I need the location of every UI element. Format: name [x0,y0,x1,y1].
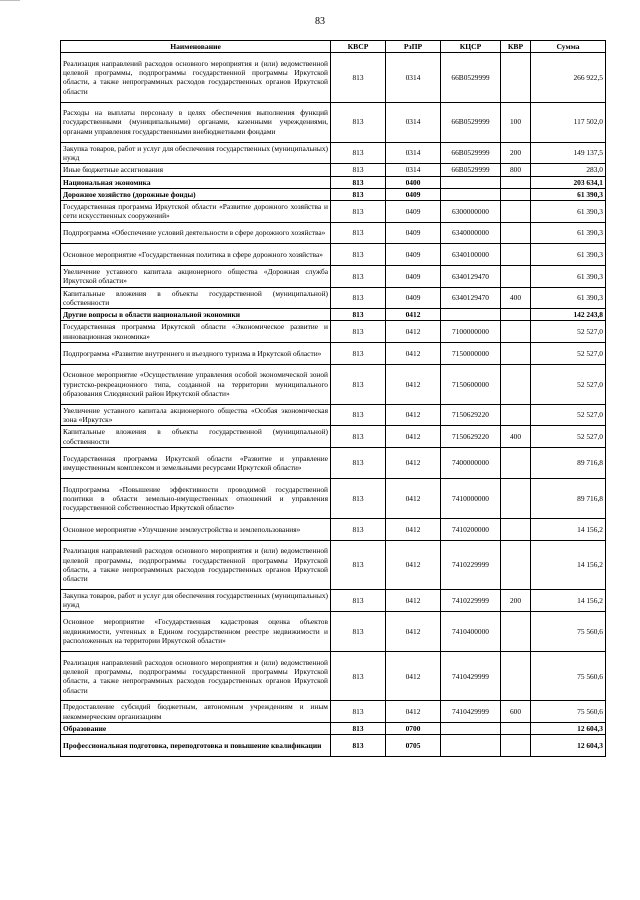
cell-sum: 61 390,3 [531,188,606,200]
cell-kcsr: 7410429999 [441,701,501,723]
column-header-kvr: КВР [501,41,531,53]
cell-kcsr: 7150629220 [441,426,501,448]
table-row [61,404,606,426]
cell-rzpr: 0314 [386,142,441,164]
cell-sum: 14 156,2 [531,590,606,612]
cell-name: Подпрограмма «Повышение эффективности проводимой государственной политики в области земельно-имущественных отношений и управления государственной собственностью Иркутской области» [61,478,331,518]
cell-name: Увеличение уставного капитала акционерного общества «Дорожная служба Иркутской области» [61,265,331,287]
table-row [61,478,606,518]
cell-rzpr: 0409 [386,201,441,223]
cell-kvr [501,651,531,701]
cell-kvsr: 813 [331,53,386,103]
cell-kcsr: 7150000000 [441,343,501,365]
cell-kvsr: 813 [331,309,386,321]
cell-kcsr: 7410229999 [441,590,501,612]
cell-rzpr: 0700 [386,723,441,735]
table-row [61,188,606,200]
cell-rzpr: 0409 [386,222,441,244]
cell-rzpr: 0412 [386,309,441,321]
cell-rzpr: 0412 [386,590,441,612]
cell-kvsr: 813 [331,201,386,223]
cell-name: Государственная программа Иркутской области «Развитие и управление имущественным комплексом и земельными ресурсами Иркутской области» [61,448,331,479]
cell-kvr: 800 [501,164,531,176]
cell-kvr [501,540,531,590]
cell-kcsr: 66В0529999 [441,142,501,164]
cell-kvsr: 813 [331,723,386,735]
table-row [61,102,606,142]
cell-name: Основное мероприятие «Государственная политика в сфере дорожного хозяйства» [61,244,331,266]
table-row [61,590,606,612]
cell-rzpr: 0412 [386,321,441,343]
column-header-name: Наименование [61,41,331,53]
table-row [61,321,606,343]
cell-sum: 75 560,6 [531,611,606,651]
cell-rzpr: 0412 [386,364,441,404]
cell-kcsr: 6340000000 [441,222,501,244]
cell-rzpr: 0412 [386,540,441,590]
cell-name: Расходы на выплаты персоналу в целях обеспечения выполнения функций государственными (муниципальными) органами, казенными учреждениями, органами управления государственными внебюджетными фондами [61,102,331,142]
cell-kcsr: 66В0529999 [441,53,501,103]
cell-rzpr: 0412 [386,651,441,701]
cell-kvsr: 813 [331,287,386,309]
cell-sum: 89 716,8 [531,478,606,518]
cell-rzpr: 0412 [386,448,441,479]
cell-kvr: 600 [501,701,531,723]
cell-name: Основное мероприятие «Государственная кадастровая оценка объектов недвижимости, учтенных в Едином государственном реестре недвижимости и расположенных на территории Иркутской области» [61,611,331,651]
table-row [61,164,606,176]
cell-kcsr: 6340129470 [441,287,501,309]
cell-kvsr: 813 [331,102,386,142]
cell-kvsr: 813 [331,540,386,590]
cell-kvsr: 813 [331,188,386,200]
cell-rzpr: 0314 [386,53,441,103]
table-row [61,309,606,321]
cell-sum: 61 390,3 [531,265,606,287]
cell-name: Подпрограмма «Развитие внутреннего и въездного туризма в Иркутской области» [61,343,331,365]
cell-rzpr: 0412 [386,404,441,426]
cell-kvsr: 813 [331,590,386,612]
cell-kvsr: 813 [331,164,386,176]
cell-rzpr: 0409 [386,287,441,309]
cell-sum: 75 560,6 [531,651,606,701]
cell-kvsr: 813 [331,222,386,244]
table-row [61,176,606,188]
table-row [61,364,606,404]
cell-kvr [501,201,531,223]
cell-kvr [501,478,531,518]
header-row [61,41,606,53]
cell-kvsr: 813 [331,519,386,541]
cell-kvr: 200 [501,142,531,164]
scan-edge-line [0,0,20,1]
cell-kvsr: 813 [331,651,386,701]
cell-sum: 52 527,0 [531,404,606,426]
cell-name: Капитальные вложения в объекты государственной (муниципальной) собственности [61,287,331,309]
cell-name: Закупка товаров, работ и услуг для обеспечения государственных (муниципальных) нужд [61,590,331,612]
cell-name: Национальная экономика [61,176,331,188]
cell-kvr [501,309,531,321]
cell-sum: 117 502,0 [531,102,606,142]
cell-sum: 61 390,3 [531,222,606,244]
cell-kcsr [441,176,501,188]
cell-name: Государственная программа Иркутской области «Развитие дорожного хозяйства и сети искусственных сооружений» [61,201,331,223]
cell-kvsr: 813 [331,364,386,404]
cell-kcsr: 7410400000 [441,611,501,651]
cell-kcsr [441,188,501,200]
cell-name: Профессиональная подготовка, переподготовка и повышение квалификации [61,735,331,757]
cell-sum: 14 156,2 [531,519,606,541]
cell-kvr: 400 [501,287,531,309]
cell-kcsr: 7400000000 [441,448,501,479]
cell-sum: 12 604,3 [531,723,606,735]
cell-sum: 149 137,5 [531,142,606,164]
cell-kcsr: 66В0529999 [441,102,501,142]
cell-sum: 61 390,3 [531,287,606,309]
cell-kvsr: 813 [331,478,386,518]
cell-name: Реализация направлений расходов основного мероприятия и (или) ведомственной целевой программы, подпрограммы государственной программы Иркутской области, а также непрограммных расходов государственных органов Иркутской области [61,651,331,701]
table-row [61,244,606,266]
cell-name: Закупка товаров, работ и услуг для обеспечения государственных (муниципальных) нужд [61,142,331,164]
cell-kvsr: 813 [331,176,386,188]
cell-sum: 52 527,0 [531,426,606,448]
table-body [61,53,606,757]
table-row [61,287,606,309]
column-header-kcsr: КЦСР [441,41,501,53]
cell-name: Капитальные вложения в объекты государственной (муниципальной) собственности [61,426,331,448]
cell-kvr [501,176,531,188]
table-row [61,540,606,590]
cell-kcsr: 6340100000 [441,244,501,266]
page-number: 83 [315,16,325,27]
cell-kvsr: 813 [331,611,386,651]
cell-name: Дорожное хозяйство (дорожные фонды) [61,188,331,200]
cell-name: Иные бюджетные ассигнования [61,164,331,176]
cell-name: Подпрограмма «Обеспечение условий деятельности в сфере дорожного хозяйства» [61,222,331,244]
cell-sum: 142 243,8 [531,309,606,321]
table-header [61,41,606,53]
cell-kcsr: 7100000000 [441,321,501,343]
table-row [61,651,606,701]
cell-rzpr: 0409 [386,265,441,287]
cell-kvsr: 813 [331,244,386,266]
cell-sum: 14 156,2 [531,540,606,590]
table-row [61,426,606,448]
cell-rzpr: 0314 [386,102,441,142]
cell-kvr [501,343,531,365]
table-row [61,201,606,223]
table-row [61,142,606,164]
cell-sum: 52 527,0 [531,321,606,343]
cell-kcsr: 66В0529999 [441,164,501,176]
cell-rzpr: 0314 [386,164,441,176]
cell-kvr [501,404,531,426]
cell-kvr [501,244,531,266]
cell-kvr [501,519,531,541]
cell-kvr [501,265,531,287]
cell-rzpr: 0412 [386,343,441,365]
cell-sum: 52 527,0 [531,364,606,404]
cell-kcsr [441,309,501,321]
cell-kcsr: 7410000000 [441,478,501,518]
cell-kvsr: 813 [331,404,386,426]
table-row [61,222,606,244]
cell-name: Основное мероприятие «Улучшение землеустройства и землепользования» [61,519,331,541]
cell-kvsr: 813 [331,142,386,164]
cell-kcsr: 6300000000 [441,201,501,223]
table-row [61,519,606,541]
cell-name: Образование [61,723,331,735]
cell-kvsr: 813 [331,343,386,365]
cell-sum: 52 527,0 [531,343,606,365]
cell-name: Другие вопросы в области национальной экономики [61,309,331,321]
cell-sum: 61 390,3 [531,201,606,223]
cell-sum: 61 390,3 [531,244,606,266]
column-header-rzpr: РзПР [386,41,441,53]
column-header-sum: Сумма [531,41,606,53]
cell-kvr [501,53,531,103]
cell-kcsr [441,723,501,735]
cell-kvr [501,611,531,651]
cell-kcsr: 7410200000 [441,519,501,541]
cell-name: Основное мероприятие «Осуществление управления особой экономической зоной туристско-рекреационного типа, созданной на территории муниципального образования Слюдянский район Иркутской области» [61,364,331,404]
cell-kvr: 100 [501,102,531,142]
table-row [61,265,606,287]
cell-name: Реализация направлений расходов основного мероприятия и (или) ведомственной целевой программы, подпрограммы государственной программы Иркутской области, а также непрограммных расходов государственных органов Иркутской области [61,53,331,103]
cell-sum: 203 634,1 [531,176,606,188]
cell-kcsr [441,735,501,757]
cell-kvsr: 813 [331,448,386,479]
column-header-kvsr: КВСР [331,41,386,53]
cell-kvr [501,448,531,479]
cell-kvr [501,364,531,404]
cell-rzpr: 0412 [386,519,441,541]
cell-kvr [501,222,531,244]
table-row [61,701,606,723]
cell-kvr [501,188,531,200]
cell-rzpr: 0400 [386,176,441,188]
table-row [61,611,606,651]
cell-kvr: 400 [501,426,531,448]
budget-table [60,40,606,757]
cell-kvr [501,735,531,757]
cell-sum: 75 560,6 [531,701,606,723]
table-row [61,448,606,479]
cell-name: Увеличение уставного капитала акционерного общества «Особая экономическая зона «Иркутск» [61,404,331,426]
cell-kvsr: 813 [331,701,386,723]
cell-rzpr: 0412 [386,478,441,518]
cell-kvr [501,321,531,343]
cell-kvr [501,723,531,735]
cell-name: Государственная программа Иркутской области «Экономическое развитие и инновационная экономика» [61,321,331,343]
cell-kvsr: 813 [331,265,386,287]
cell-rzpr: 0412 [386,701,441,723]
cell-name: Предоставление субсидий бюджетным, автономным учреждениям и иным некоммерческим организациям [61,701,331,723]
cell-sum: 283,0 [531,164,606,176]
cell-kvsr: 813 [331,321,386,343]
cell-kvsr: 813 [331,735,386,757]
table-row [61,735,606,757]
cell-rzpr: 0412 [386,426,441,448]
cell-kvsr: 813 [331,426,386,448]
cell-kcsr: 7410429999 [441,651,501,701]
table-row [61,343,606,365]
cell-kcsr: 7150629220 [441,404,501,426]
cell-kcsr: 7410229999 [441,540,501,590]
cell-rzpr: 0409 [386,188,441,200]
cell-name: Реализация направлений расходов основного мероприятия и (или) ведомственной целевой программы, подпрограммы государственной программы Иркутской области, а также непрограммных расходов государственных органов Иркутской области [61,540,331,590]
table-row [61,53,606,103]
cell-sum: 266 922,5 [531,53,606,103]
cell-kcsr: 7150600000 [441,364,501,404]
table-row [61,723,606,735]
cell-sum: 89 716,8 [531,448,606,479]
cell-rzpr: 0412 [386,611,441,651]
cell-sum: 12 604,3 [531,735,606,757]
cell-kcsr: 6340129470 [441,265,501,287]
cell-rzpr: 0409 [386,244,441,266]
cell-kvr: 200 [501,590,531,612]
cell-rzpr: 0705 [386,735,441,757]
